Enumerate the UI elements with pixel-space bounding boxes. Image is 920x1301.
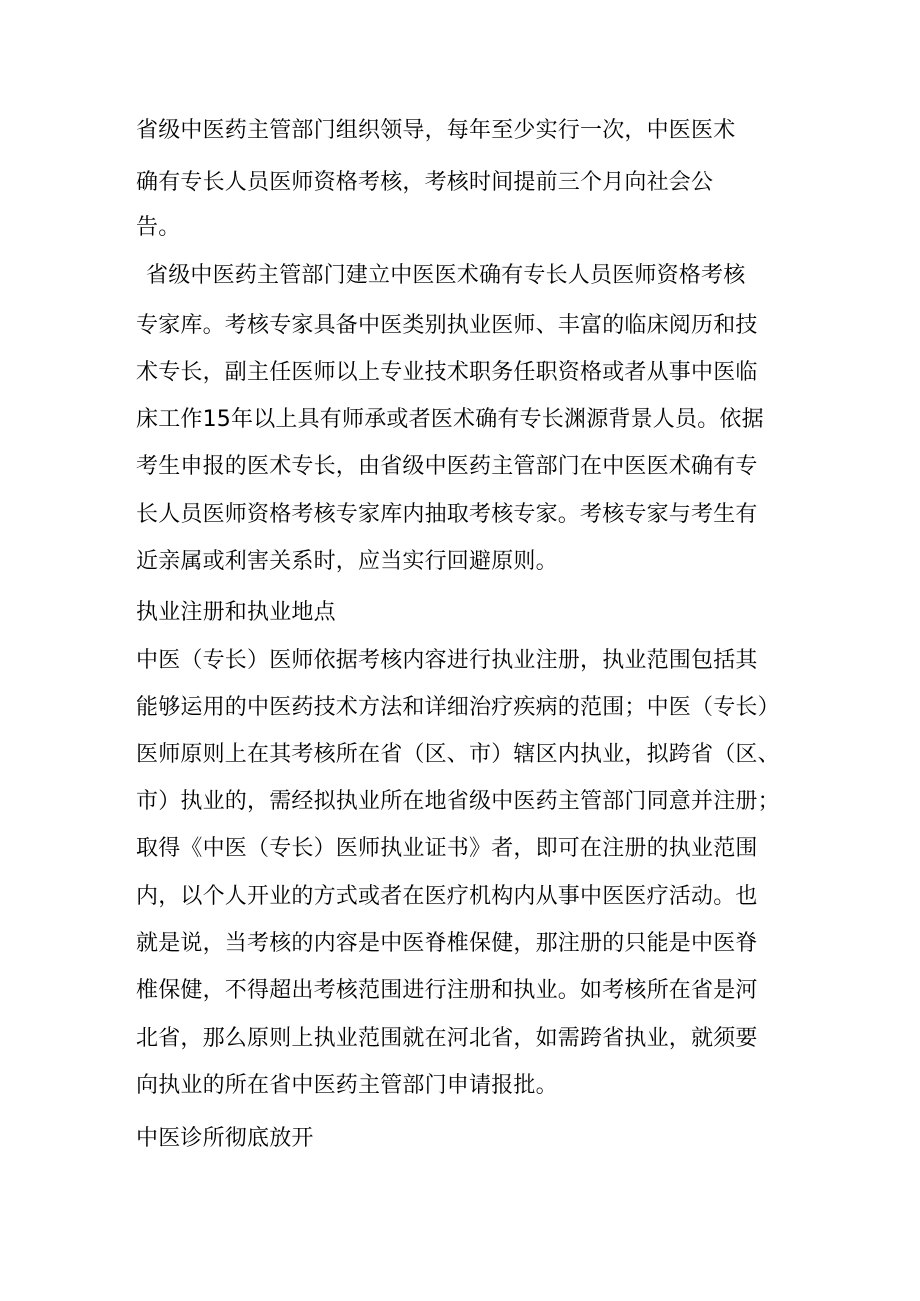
paragraph-line: 医师原则上在其考核所在省（区、市）辖区内执业，拟跨省（区、: [136, 742, 780, 767]
paragraph-line: 考生申报的医术专长，由省级中医药主管部门在中医医术确有专: [136, 454, 758, 479]
paragraph-line: 床工作15年以上具有师承或者医术确有专长渊源背景人员。依据: [136, 407, 764, 432]
paragraph-line: 中医（专长）医师依据考核内容进行执业注册，执业范围包括其: [136, 648, 758, 673]
paragraph-line: 椎保健，不得超出考核范围进行注册和执业。如考核所在省是河: [136, 978, 758, 1003]
paragraph-line: 长人员医师资格考核专家库内抽取考核专家。考核专家与考生有: [136, 502, 758, 527]
paragraph-line: 市）执业的，需经拟执业所在地省级中医药主管部门同意并注册；: [136, 789, 780, 814]
paragraph-line: 取得《中医（专长）医师执业证书》者，即可在注册的执业范围: [136, 836, 758, 861]
paragraph-line: 告。: [136, 215, 181, 240]
paragraph-line: 北省，那么原则上执业范围就在河北省，如需跨省执业，就须要: [136, 1026, 758, 1051]
paragraph-line: 术专长，副主任医师以上专业技术职务任职资格或者从事中医临: [136, 360, 758, 385]
paragraph-line: 省级中医药主管部门建立中医医术确有专长人员医师资格考核: [146, 263, 746, 288]
paragraph-line: 近亲属或利害关系时，应当实行回避原则。: [136, 549, 558, 574]
paragraph-line: 省级中医药主管部门组织领导，每年至少实行一次，中医医术: [136, 118, 736, 143]
paragraph-line: 就是说，当考核的内容是中医脊椎保健，那注册的只能是中医脊: [136, 931, 758, 956]
paragraph-line: 能够运用的中医药技术方法和详细治疗疾病的范围；中医（专长）: [136, 695, 780, 720]
section-heading: 中医诊所彻底放开: [136, 1126, 314, 1151]
paragraph-line: 确有专长人员医师资格考核，考核时间提前三个月向社会公: [136, 170, 714, 195]
section-heading: 执业注册和执业地点: [136, 600, 336, 625]
paragraph-line: 专家库。考核专家具备中医类别执业医师、丰富的临床阅历和技: [136, 313, 758, 338]
paragraph-line: 向执业的所在省中医药主管部门申请报批。: [136, 1073, 558, 1098]
paragraph-line: 内，以个人开业的方式或者在医疗机构内从事中医医疗活动。也: [136, 884, 758, 909]
